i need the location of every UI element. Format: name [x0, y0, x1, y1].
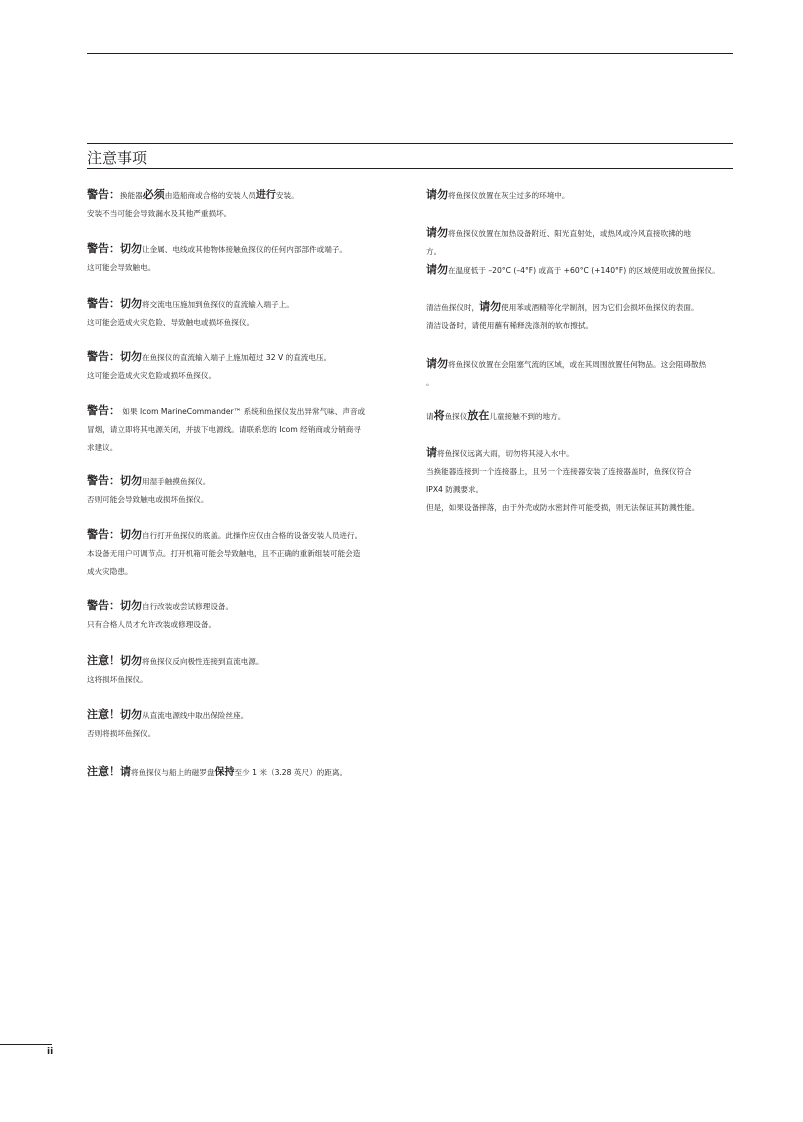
precaution-detail: 冒烟，请立即将其电源关闭，并拔下电源线。请联系您的 Icom 经销商或分销商寻 [87, 425, 361, 434]
emphasis-text: 请勿 [426, 226, 448, 239]
precaution-heading [87, 652, 397, 671]
precaution-item [87, 402, 397, 457]
emphasis-text: 切勿 [120, 654, 142, 667]
body-text: 儿童接触不到的地方。 [489, 412, 566, 421]
body-text: 将鱼探仪远离大雨，切勿将其浸入水中。 [437, 449, 574, 458]
precaution-heading [426, 407, 736, 426]
body-text: 将鱼探仪放置在加热设备附近、阳光直射处，或热风或冷风直接吹拂的地 [448, 229, 691, 238]
precaution-heading [87, 295, 397, 314]
body-text: 从直流电源线中取出保险丝座。 [142, 711, 249, 720]
precaution-heading [426, 298, 736, 317]
precaution-heading [426, 444, 736, 463]
precaution-heading [87, 472, 397, 491]
body-text: 将鱼探仪与船上的磁罗盘 [131, 768, 215, 777]
precaution-detail: 当换能器连接到一个连接器上，且另一个连接器安装了连接器盖时，鱼探仪符合 [426, 467, 692, 476]
section-title: 注意事项 [87, 149, 148, 167]
body-text: 使用苯或酒精等化学制剂，因为它们会损坏鱼探仪的表面。 [501, 303, 699, 312]
precaution-detail: 清洁设备时，请使用蘸有稀释洗涤剂的软布擦拭。 [426, 321, 594, 330]
precaution-detail: 但是，如果设备摔落，由于外壳或防水密封件可能受损，则无法保证其防溅性能。 [426, 503, 700, 512]
precaution-item [87, 240, 397, 277]
emphasis-text: 进行 [255, 190, 276, 201]
precaution-detail: 只有合格人员才允许改装或修理设备。 [87, 620, 217, 629]
precaution-item [87, 526, 397, 581]
precaution-item [87, 186, 397, 223]
precaution-heading [87, 348, 397, 367]
precaution-item [426, 355, 736, 392]
emphasis-text: 警告： [87, 242, 120, 255]
body-text: 将鱼探仪放置在灰尘过多的环境中。 [448, 191, 570, 200]
precaution-heading [87, 526, 397, 545]
precaution-item [87, 706, 397, 743]
emphasis-text: 警告： [87, 297, 120, 310]
emphasis-text: 切勿 [120, 350, 142, 363]
body-text: 将鱼探仪放置在会阻塞气流的区域，或在其周围放置任何物品。这会阻碍散热 [448, 360, 707, 369]
emphasis-text: 注意！ [87, 654, 120, 667]
emphasis-text: 警告： [87, 474, 120, 487]
precaution-heading [87, 763, 397, 782]
emphasis-text: 警告： [87, 404, 120, 417]
precaution-item [426, 186, 736, 205]
emphasis-text: 必须 [142, 188, 165, 201]
precaution-detail: 这可能会导致触电。 [87, 263, 156, 272]
emphasis-text: 切勿 [120, 242, 142, 255]
precaution-heading [87, 402, 397, 421]
precaution-detail: 方。 [426, 247, 442, 256]
emphasis-text: 警告： [87, 188, 120, 201]
precaution-heading [87, 597, 397, 616]
precaution-heading [426, 261, 736, 280]
precaution-detail: 否则可能会导致触电或损坏鱼探仪。 [87, 495, 209, 504]
emphasis-text: 将 [433, 409, 445, 422]
precaution-detail: 成火灾隐患。 [87, 567, 133, 576]
precaution-item [87, 348, 397, 385]
emphasis-text: 注意！ [87, 708, 120, 721]
body-text: 让金属、电线或其他物体接触鱼探仪的任何内部部件或端子。 [142, 245, 348, 254]
body-text: 用湿手触摸鱼探仪。 [142, 477, 211, 486]
body-text: 在温度低于 –20°C (–4°F) 或高于 +60°C (+140°F) 的区域使用或放置鱼探仪。 [448, 266, 720, 275]
body-text: 自行打开鱼探仪的底盖。此操作应仅由合格的设备安装人员进行。 [142, 531, 363, 540]
precaution-detail: 。 [426, 378, 434, 387]
precaution-detail: 这可能会造成火灾危险、导致触电或损坏鱼探仪。 [87, 318, 255, 327]
emphasis-text: 切勿 [120, 708, 142, 721]
precaution-heading [87, 706, 397, 725]
emphasis-text: 保持 [214, 767, 235, 778]
precaution-item [426, 444, 736, 517]
body-text: 如果 Icom MarineCommander™ 系统和鱼探仪发出异常气味、声音或 [120, 407, 366, 416]
body-text: 安装。 [275, 191, 299, 200]
emphasis-text: 请勿 [479, 300, 502, 313]
precaution-detail: 否则将损坏鱼探仪。 [87, 729, 156, 738]
precaution-detail: 这可能会造成火灾危险或损坏鱼探仪。 [87, 371, 217, 380]
precaution-heading [426, 186, 736, 205]
section-title-rule [87, 168, 733, 169]
emphasis-text: 警告： [87, 599, 120, 612]
precaution-item [87, 763, 397, 782]
precaution-item [87, 472, 397, 509]
body-text: 鱼探仪 [444, 412, 468, 421]
precaution-item [426, 261, 736, 280]
precaution-item [87, 597, 397, 634]
body-text: 至少 1 米（3.28 英尺）的距离。 [234, 768, 348, 777]
precaution-item [426, 224, 736, 261]
emphasis-text: 警告： [87, 528, 120, 541]
body-text: 由造船商或合格的安装人员 [164, 191, 256, 200]
emphasis-text: 切勿 [120, 528, 142, 541]
precaution-heading [426, 355, 736, 374]
precaution-item [426, 407, 736, 426]
body-text: 将交流电压施加到鱼探仪的直流输入端子上。 [142, 300, 294, 309]
emphasis-text: 请勿 [426, 188, 448, 201]
emphasis-text: 请勿 [426, 357, 448, 370]
body-text: 将鱼探仪反向极性连接到直流电源。 [142, 657, 264, 666]
precaution-detail: 安装不当可能会导致漏水及其他严重损坏。 [87, 209, 232, 218]
body-text: 换能器 [120, 191, 143, 200]
precaution-item [426, 298, 736, 335]
precaution-heading [87, 186, 397, 205]
footer-rule [0, 1044, 52, 1045]
section-top-rule [87, 143, 733, 144]
page-number: ii [47, 1047, 54, 1057]
precaution-detail: 本设备无用户可调节点。打开机箱可能会导致触电，且不正确的重新组装可能会造 [87, 549, 361, 558]
top-rule [87, 53, 733, 54]
body-text: 自行改装或尝试修理设备。 [142, 602, 234, 611]
precaution-item [87, 295, 397, 332]
body-text: 在鱼探仪的直流输入端子上施加超过 32 V 的直流电压。 [142, 353, 332, 362]
body-text: 请 [426, 412, 434, 421]
precaution-detail: 这将损坏鱼探仪。 [87, 675, 148, 684]
precaution-detail: 求建议。 [87, 443, 118, 452]
emphasis-text: 切勿 [120, 599, 142, 612]
emphasis-text: 注意！ [87, 765, 120, 778]
emphasis-text: 请 [426, 446, 437, 459]
emphasis-text: 请 [120, 765, 131, 778]
emphasis-text: 放在 [467, 409, 490, 422]
precaution-heading [426, 224, 736, 243]
body-text: 清洁鱼探仪时， [426, 303, 480, 312]
emphasis-text: 警告： [87, 350, 120, 363]
emphasis-text: 请勿 [426, 263, 448, 276]
emphasis-text: 切勿 [120, 474, 142, 487]
precaution-item [87, 652, 397, 689]
emphasis-text: 切勿 [120, 297, 142, 310]
precaution-heading [87, 240, 397, 259]
precaution-detail: IPX4 防溅要求。 [426, 485, 484, 494]
